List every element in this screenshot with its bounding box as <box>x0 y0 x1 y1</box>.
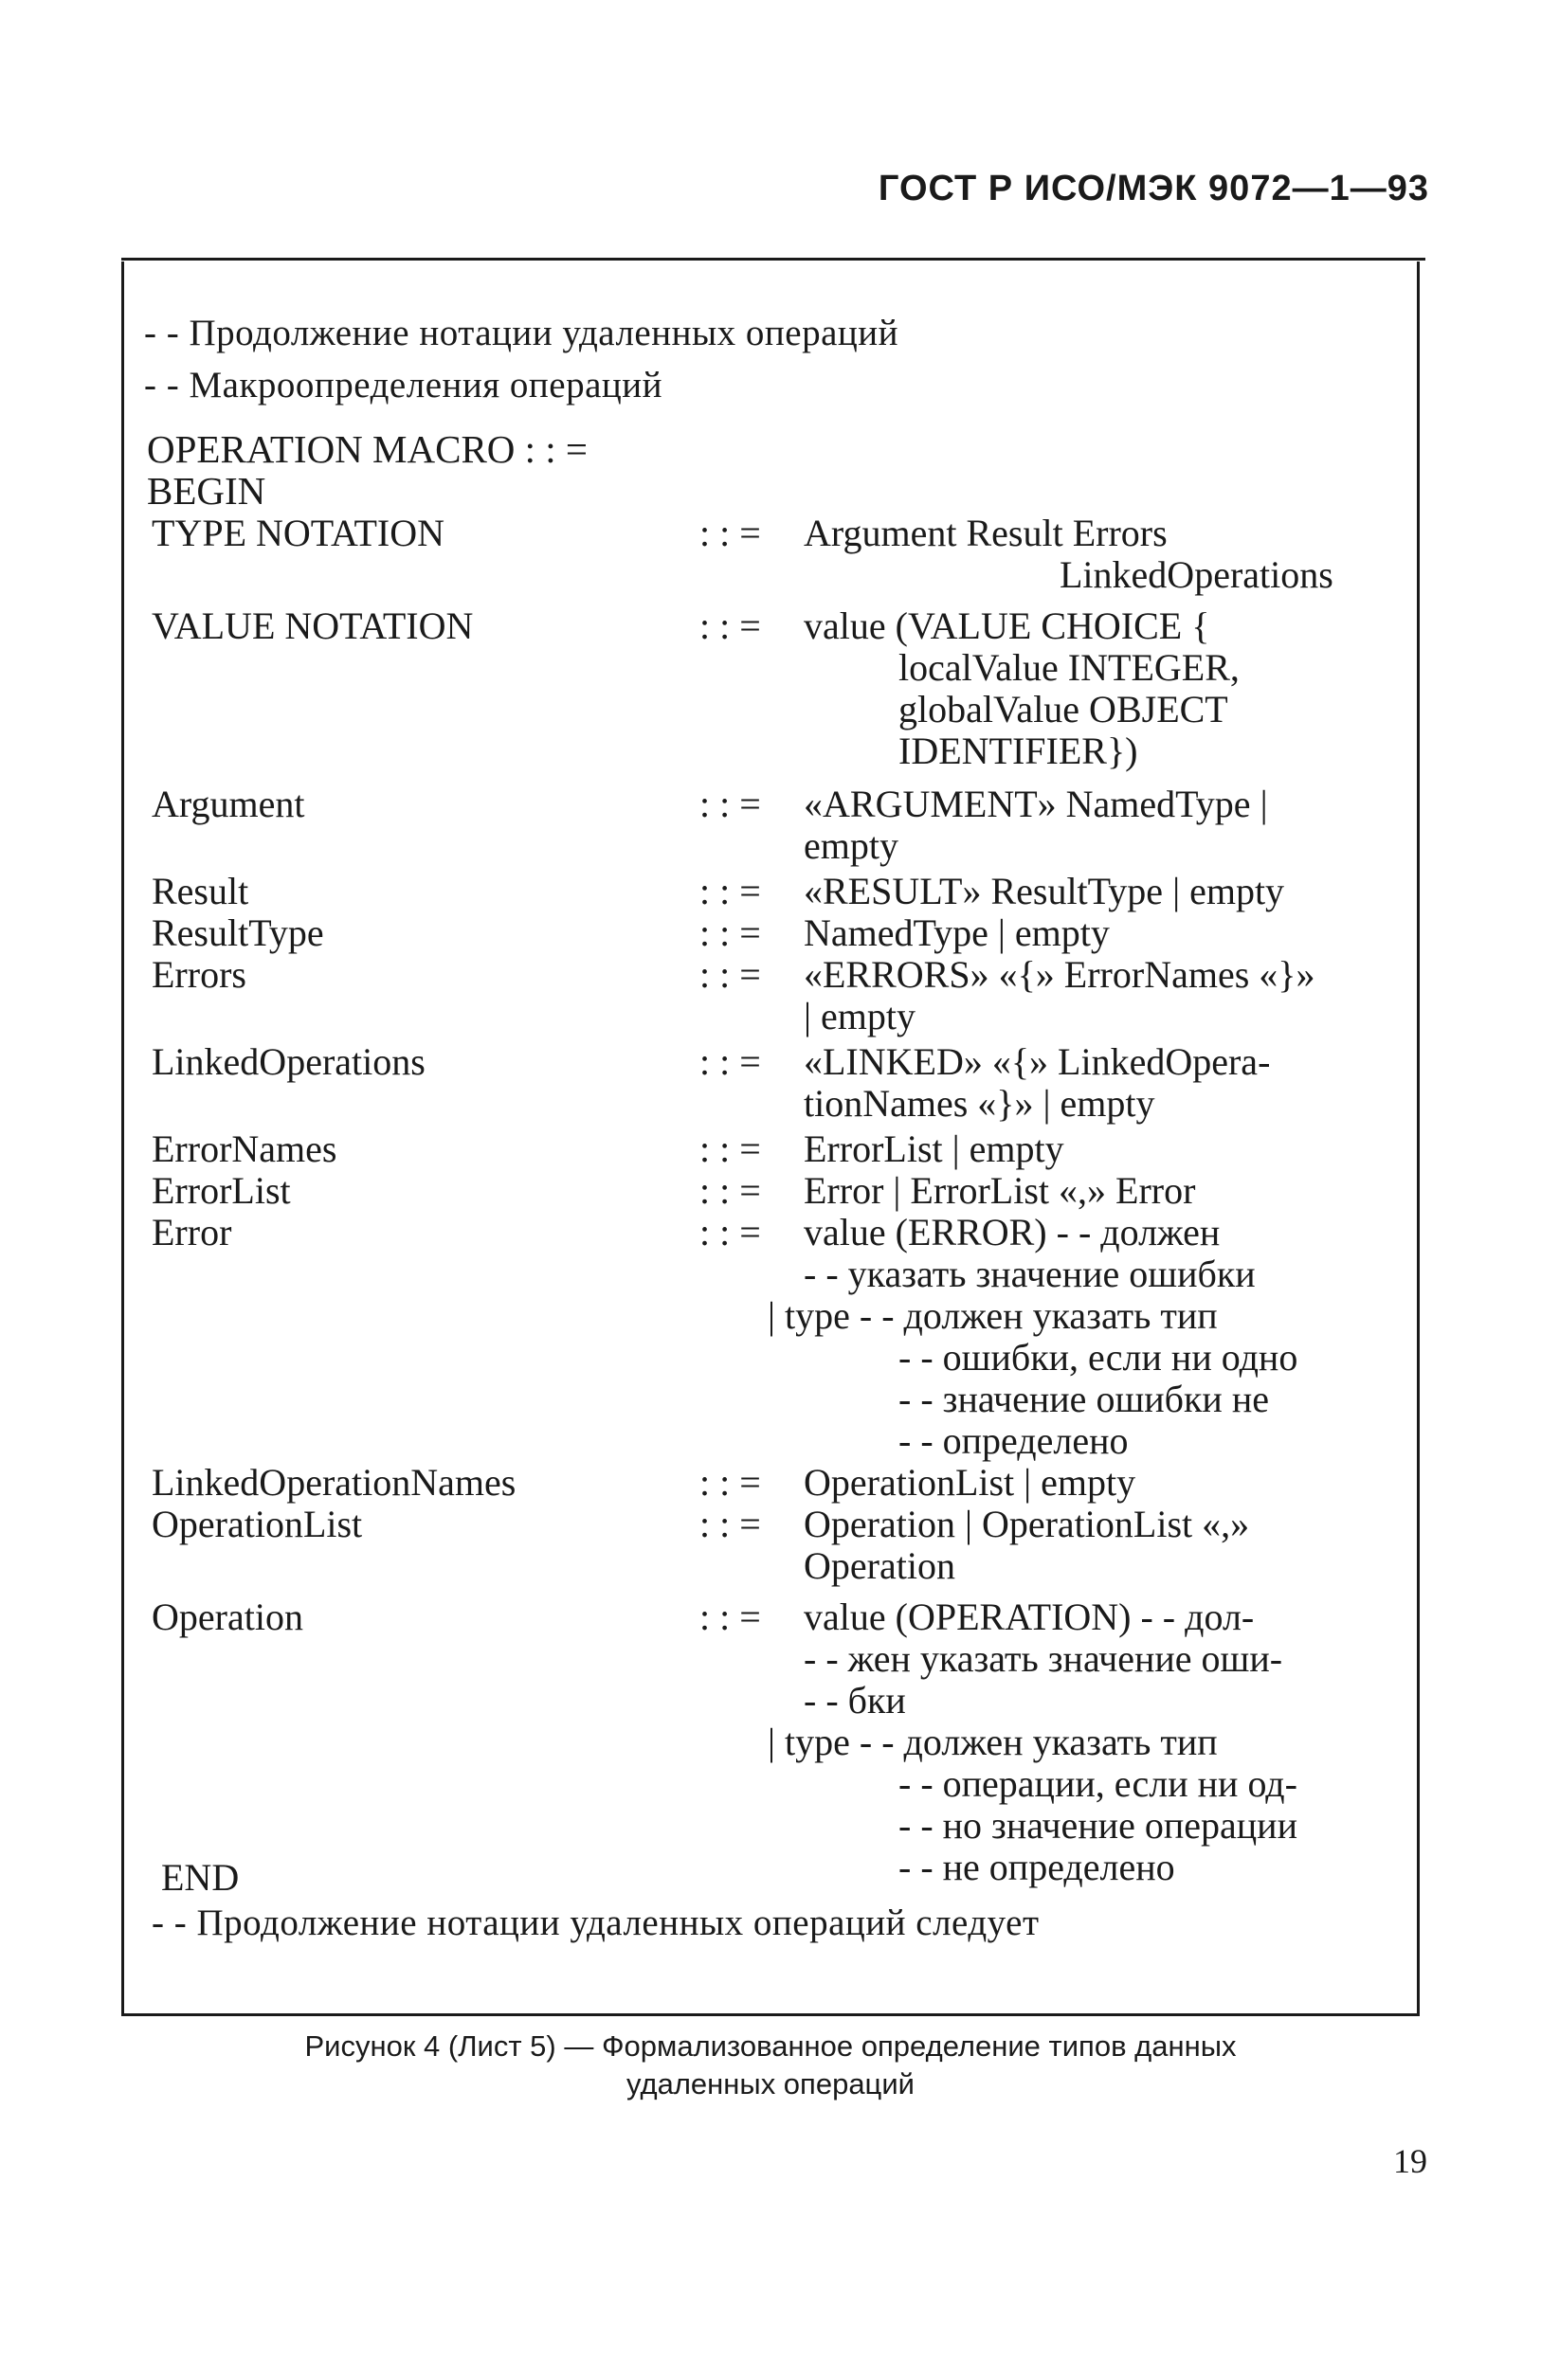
rule-rhs-line: | type - - должен указать тип <box>768 1294 1218 1337</box>
rule-lhs: Errors <box>152 953 246 996</box>
rule-assign-op: : : = <box>699 1169 761 1212</box>
rule-rhs-line: Argument Result Errors <box>804 512 1168 554</box>
page-number: 19 <box>1393 2142 1427 2180</box>
rule-rhs-line: - - но значение операции <box>898 1804 1297 1847</box>
rule-rhs-line: tionNames «}» | empty <box>804 1082 1155 1125</box>
rule-assign-op: : : = <box>699 870 761 912</box>
rule-rhs-line: OperationList | empty <box>804 1461 1136 1504</box>
rule-rhs-line: | type - - должен указать тип <box>768 1721 1218 1763</box>
rule-rhs-line: - - операции, если ни од- <box>898 1762 1297 1805</box>
rule-lhs: ErrorList <box>152 1169 291 1212</box>
caption-line-1: Рисунок 4 (Лист 5) — Формализованное определение типов данных <box>304 2029 1237 2063</box>
rule-assign-op: : : = <box>699 911 761 954</box>
rule-rhs-line: - - бки <box>804 1679 906 1722</box>
rule-assign-op: : : = <box>699 1040 761 1083</box>
rule-rhs-line: - - не определено <box>898 1846 1175 1888</box>
rule-rhs-line: ErrorList | empty <box>804 1127 1064 1170</box>
comment-line-2: - - Макроопределения операций <box>144 365 663 406</box>
caption-line-2: удаленных операций <box>626 2067 915 2101</box>
rule-rhs-line: IDENTIFIER}) <box>898 730 1138 772</box>
rule-rhs-line: Operation <box>804 1544 955 1587</box>
rule-rhs-line: Error | ErrorList «,» Error <box>804 1169 1196 1212</box>
comment-line-1: - - Продолжение нотации удаленных операций <box>144 313 899 353</box>
rule-assign-op: : : = <box>699 1503 761 1545</box>
rule-lhs: Argument <box>152 783 305 825</box>
rule-assign-op: : : = <box>699 783 761 825</box>
rule-rhs-line: NamedType | empty <box>804 911 1110 954</box>
rule-rhs-line: LinkedOperations <box>1060 553 1333 596</box>
comment-continues: - - Продолжение нотации удаленных операций следует <box>152 1902 1040 1943</box>
rule-lhs: LinkedOperationNames <box>152 1461 517 1504</box>
rule-assign-op: : : = <box>699 1211 761 1253</box>
rule-rhs-line: Operation | OperationList «,» <box>804 1503 1250 1545</box>
rule-lhs: OperationList <box>152 1503 363 1545</box>
rule-lhs: ErrorNames <box>152 1127 337 1170</box>
rule-assign-op: : : = <box>699 1596 761 1638</box>
rule-rhs-line: - - жен указать значение оши- <box>804 1637 1283 1680</box>
rule-assign-op: : : = <box>699 1127 761 1170</box>
rule-assign-op: : : = <box>699 953 761 996</box>
rule-lhs: Operation <box>152 1596 303 1638</box>
macro-end: END <box>161 1856 240 1899</box>
document-header: ГОСТ Р ИСО/МЭК 9072—1—93 <box>878 169 1429 208</box>
top-rule <box>121 258 1425 261</box>
rule-rhs-line: - - ошибки, если ни одно <box>898 1336 1298 1379</box>
macro-begin: BEGIN <box>147 469 266 513</box>
rule-rhs-line: «ARGUMENT» NamedType | <box>804 783 1268 825</box>
rule-lhs: VALUE NOTATION <box>152 604 474 647</box>
rule-lhs: LinkedOperations <box>152 1040 426 1083</box>
rule-rhs-line: value (OPERATION) - - дол- <box>804 1596 1255 1638</box>
rule-rhs-line: «RESULT» ResultType | empty <box>804 870 1285 912</box>
rule-assign-op: : : = <box>699 604 761 647</box>
figure-caption <box>0 2028 1541 2103</box>
rule-rhs-line: value (ERROR) - - должен <box>804 1211 1221 1253</box>
rule-lhs: ResultType <box>152 911 324 954</box>
rule-rhs-line: - - значение ошибки не <box>898 1378 1269 1420</box>
rule-rhs-line: «LINKED» «{» LinkedOpera- <box>804 1040 1271 1083</box>
rule-rhs-line: value (VALUE CHOICE { <box>804 604 1210 647</box>
rule-lhs: TYPE NOTATION <box>152 512 444 554</box>
rule-rhs-line: - - определено <box>898 1419 1129 1462</box>
macro-header: OPERATION MACRO : : = <box>147 427 589 471</box>
rule-rhs-line: | empty <box>804 995 916 1037</box>
rule-rhs-line: localValue INTEGER, <box>898 646 1240 689</box>
rule-rhs-line: - - указать значение ошибки <box>804 1253 1256 1295</box>
rule-assign-op: : : = <box>699 1461 761 1504</box>
rule-lhs: Result <box>152 870 249 912</box>
rule-rhs-line: empty <box>804 824 898 867</box>
rule-rhs-line: «ERRORS» «{» ErrorNames «}» <box>804 953 1315 996</box>
rule-lhs: Error <box>152 1211 232 1253</box>
rule-assign-op: : : = <box>699 512 761 554</box>
rule-rhs-line: globalValue OBJECT <box>898 688 1228 730</box>
